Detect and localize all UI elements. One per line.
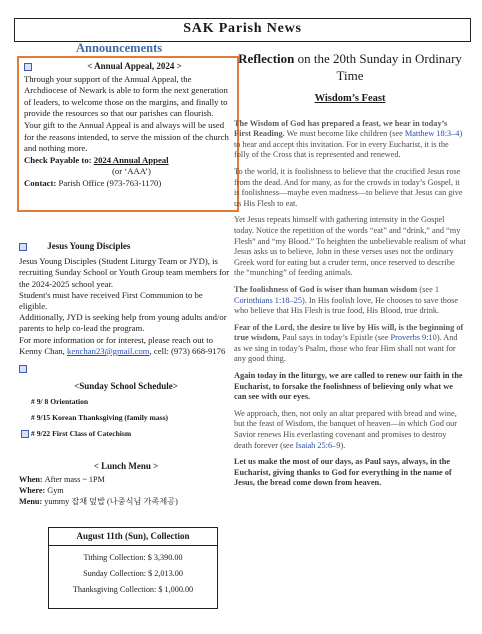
contact-label: Contact: — [24, 177, 59, 188]
payable-label: Check Payable to: — [24, 154, 94, 165]
jyd-paragraph: Student's must have received First Communion to be eligible. — [19, 289, 203, 312]
jyd-section — [19, 241, 233, 374]
when-value: After mass ~ 1PM — [44, 475, 105, 484]
jyd-paragraph: Additionally, JYD is seeking help from young adults and/or parents to help co-lead the program. — [19, 312, 227, 334]
scripture-reference: Matthew 18:3–4 — [404, 129, 460, 139]
lunch-menu-title: < Lunch Menu > — [93, 461, 159, 471]
jyd-contact-text: For more information or for interest, please reach out to Kenny Chan, — [19, 334, 213, 356]
bullet-icon — [19, 243, 27, 251]
where-label: Where: — [19, 486, 48, 495]
payable-alt: (or ‘AAA’) — [112, 166, 151, 177]
reflection-paragraph: Fear of the Lord, the desire to live by His will, is the beginning of true wisdom, Paul says in today’s Epistle (see Proverbs 9:10). And as we sing in today’s Psalm, those who fear Him shall not want for any good thing. — [234, 322, 464, 364]
reflection-paragraph: To the world, it is foolishness to believe that the crucified Jesus rose from the dead. And for many, as for the crowds in today’s Gospel, it is foolishness—maybe even madness—to believe that Jesus can give us His Flesh to eat. — [234, 166, 463, 208]
where-value: Gym — [47, 486, 64, 495]
sunday-school-title: <Sunday School Schedule> — [74, 381, 178, 391]
schedule-item: # 9/22 First Class of Catechism — [31, 429, 132, 438]
payable-value: 2024 Annual Appeal — [93, 154, 169, 165]
menu-value: yummy 잡채 덮밥 (나중식님 가족제공) — [44, 497, 178, 506]
newsletter-header — [14, 18, 471, 42]
collection-row: Thanksgiving Collection: $ 1,000.00 — [72, 585, 194, 594]
reflection-paragraph: Again today in the liturgy, we are called to renew our faith in the Eucharist, to forsake the foolishness of believing only what we can see with our eyes. — [234, 371, 463, 402]
collection-heading: August 11th (Sun), Collection — [49, 528, 217, 546]
reflection-paragraph: The foolishness of God is wiser than human wisdom (see 1 Corinthians 1:18–25). In His foolish love, He chooses to save those who believe that His Flesh is true food, His Blood, true drink. — [234, 284, 459, 316]
reflection-paragraph: We approach, then, not only an altar prepared with bread and wine, but the feast of Wisdom, the banquet of heaven—in which God our Savior renews His everlasting covenant and promises to destroy death forever (see Isaiah 25:6–9). — [234, 408, 458, 450]
jyd-paragraph: Jesus Young Disciples (Student Liturgy Team or JYD), is recruiting Sunday School or Youth Group team members for the 2024-2025 school year. — [19, 256, 230, 289]
appeal-heading: < Annual Appeal, 2024 > — [87, 61, 182, 71]
sunday-school-section — [19, 381, 233, 445]
scripture-reference: 1 Corinthians 1:18–25 — [234, 284, 440, 305]
announcements-heading: Announcements — [76, 41, 163, 55]
jyd-cell-text: , cell: (973) 668-9176 — [149, 345, 226, 356]
collection-box — [48, 527, 218, 609]
jyd-title: Jesus Young Disciples — [47, 241, 131, 251]
schedule-item: # 9/ 8 Orientation — [31, 397, 89, 406]
collection-row: Sunday Collection: $ 2,013.00 — [83, 569, 183, 578]
reflection-paragraph: Let us make the most of our days, as Paul says, always, in the Eucharist, giving thanks to God for everything in the name of Jesus, the bread come down from heaven. — [234, 457, 452, 488]
appeal-body-text: Through your support of the Annual Appeal, the Archdiocese of Newark is able to form the next generation of leaders, to welcome those on the margins, and finally to provide the resources so that our parishes can flourish. Your gift to the Annual Appeal is and always will be used for the reasons intended, to serve the mission of the church and nothing more. — [24, 73, 229, 154]
when-label: When: — [19, 475, 45, 484]
annual-appeal-box — [17, 56, 239, 212]
feast-heading: Wisdom’s Feast — [314, 93, 386, 104]
email-link[interactable]: kenchan23@gmail.com — [67, 345, 150, 356]
collection-row: Tithing Collection: $ 3,390.00 — [83, 553, 183, 562]
bullet-icon — [19, 365, 27, 373]
schedule-item: # 9/15 Korean Thanksgiving (family mass) — [31, 413, 169, 422]
newsletter-title: SAK Parish News — [183, 21, 302, 36]
reflection-paragraph: The Wisdom of God has prepared a feast, we hear in today’s First Reading. We must become like children (see Matthew 18:3–4) to hear and accept this invitation. For in every Eucharist, it is the folly of the Cross that is represented and renewed. — [234, 118, 463, 160]
reflection-paragraph: Yet Jesus repeats himself with gathering intensity in the Gospel today. Notice the repetition of the words “eat” and “drink,” and “my Flesh” and “my Blood.” To heighten the unbelievable realism of what Jesus asks us to believe, John in these verses uses not the ordinary Greek word for eating but a cruder term, once reserved to describe the “munching” of feeding animals. — [234, 215, 466, 278]
bullet-icon — [21, 430, 29, 438]
bullet-icon — [24, 63, 32, 71]
scripture-reference: Proverbs 9:10 — [390, 333, 437, 343]
contact-value: Parish Office (973-763-1170) — [58, 177, 162, 188]
reflection-column — [234, 50, 466, 495]
menu-label: Menu: — [19, 497, 45, 506]
reflection-title: Reflection on the 20th Sunday in Ordinary Time — [238, 51, 462, 83]
lunch-menu-section — [19, 461, 233, 507]
scripture-reference: Isaiah 25:6–9 — [295, 440, 341, 450]
